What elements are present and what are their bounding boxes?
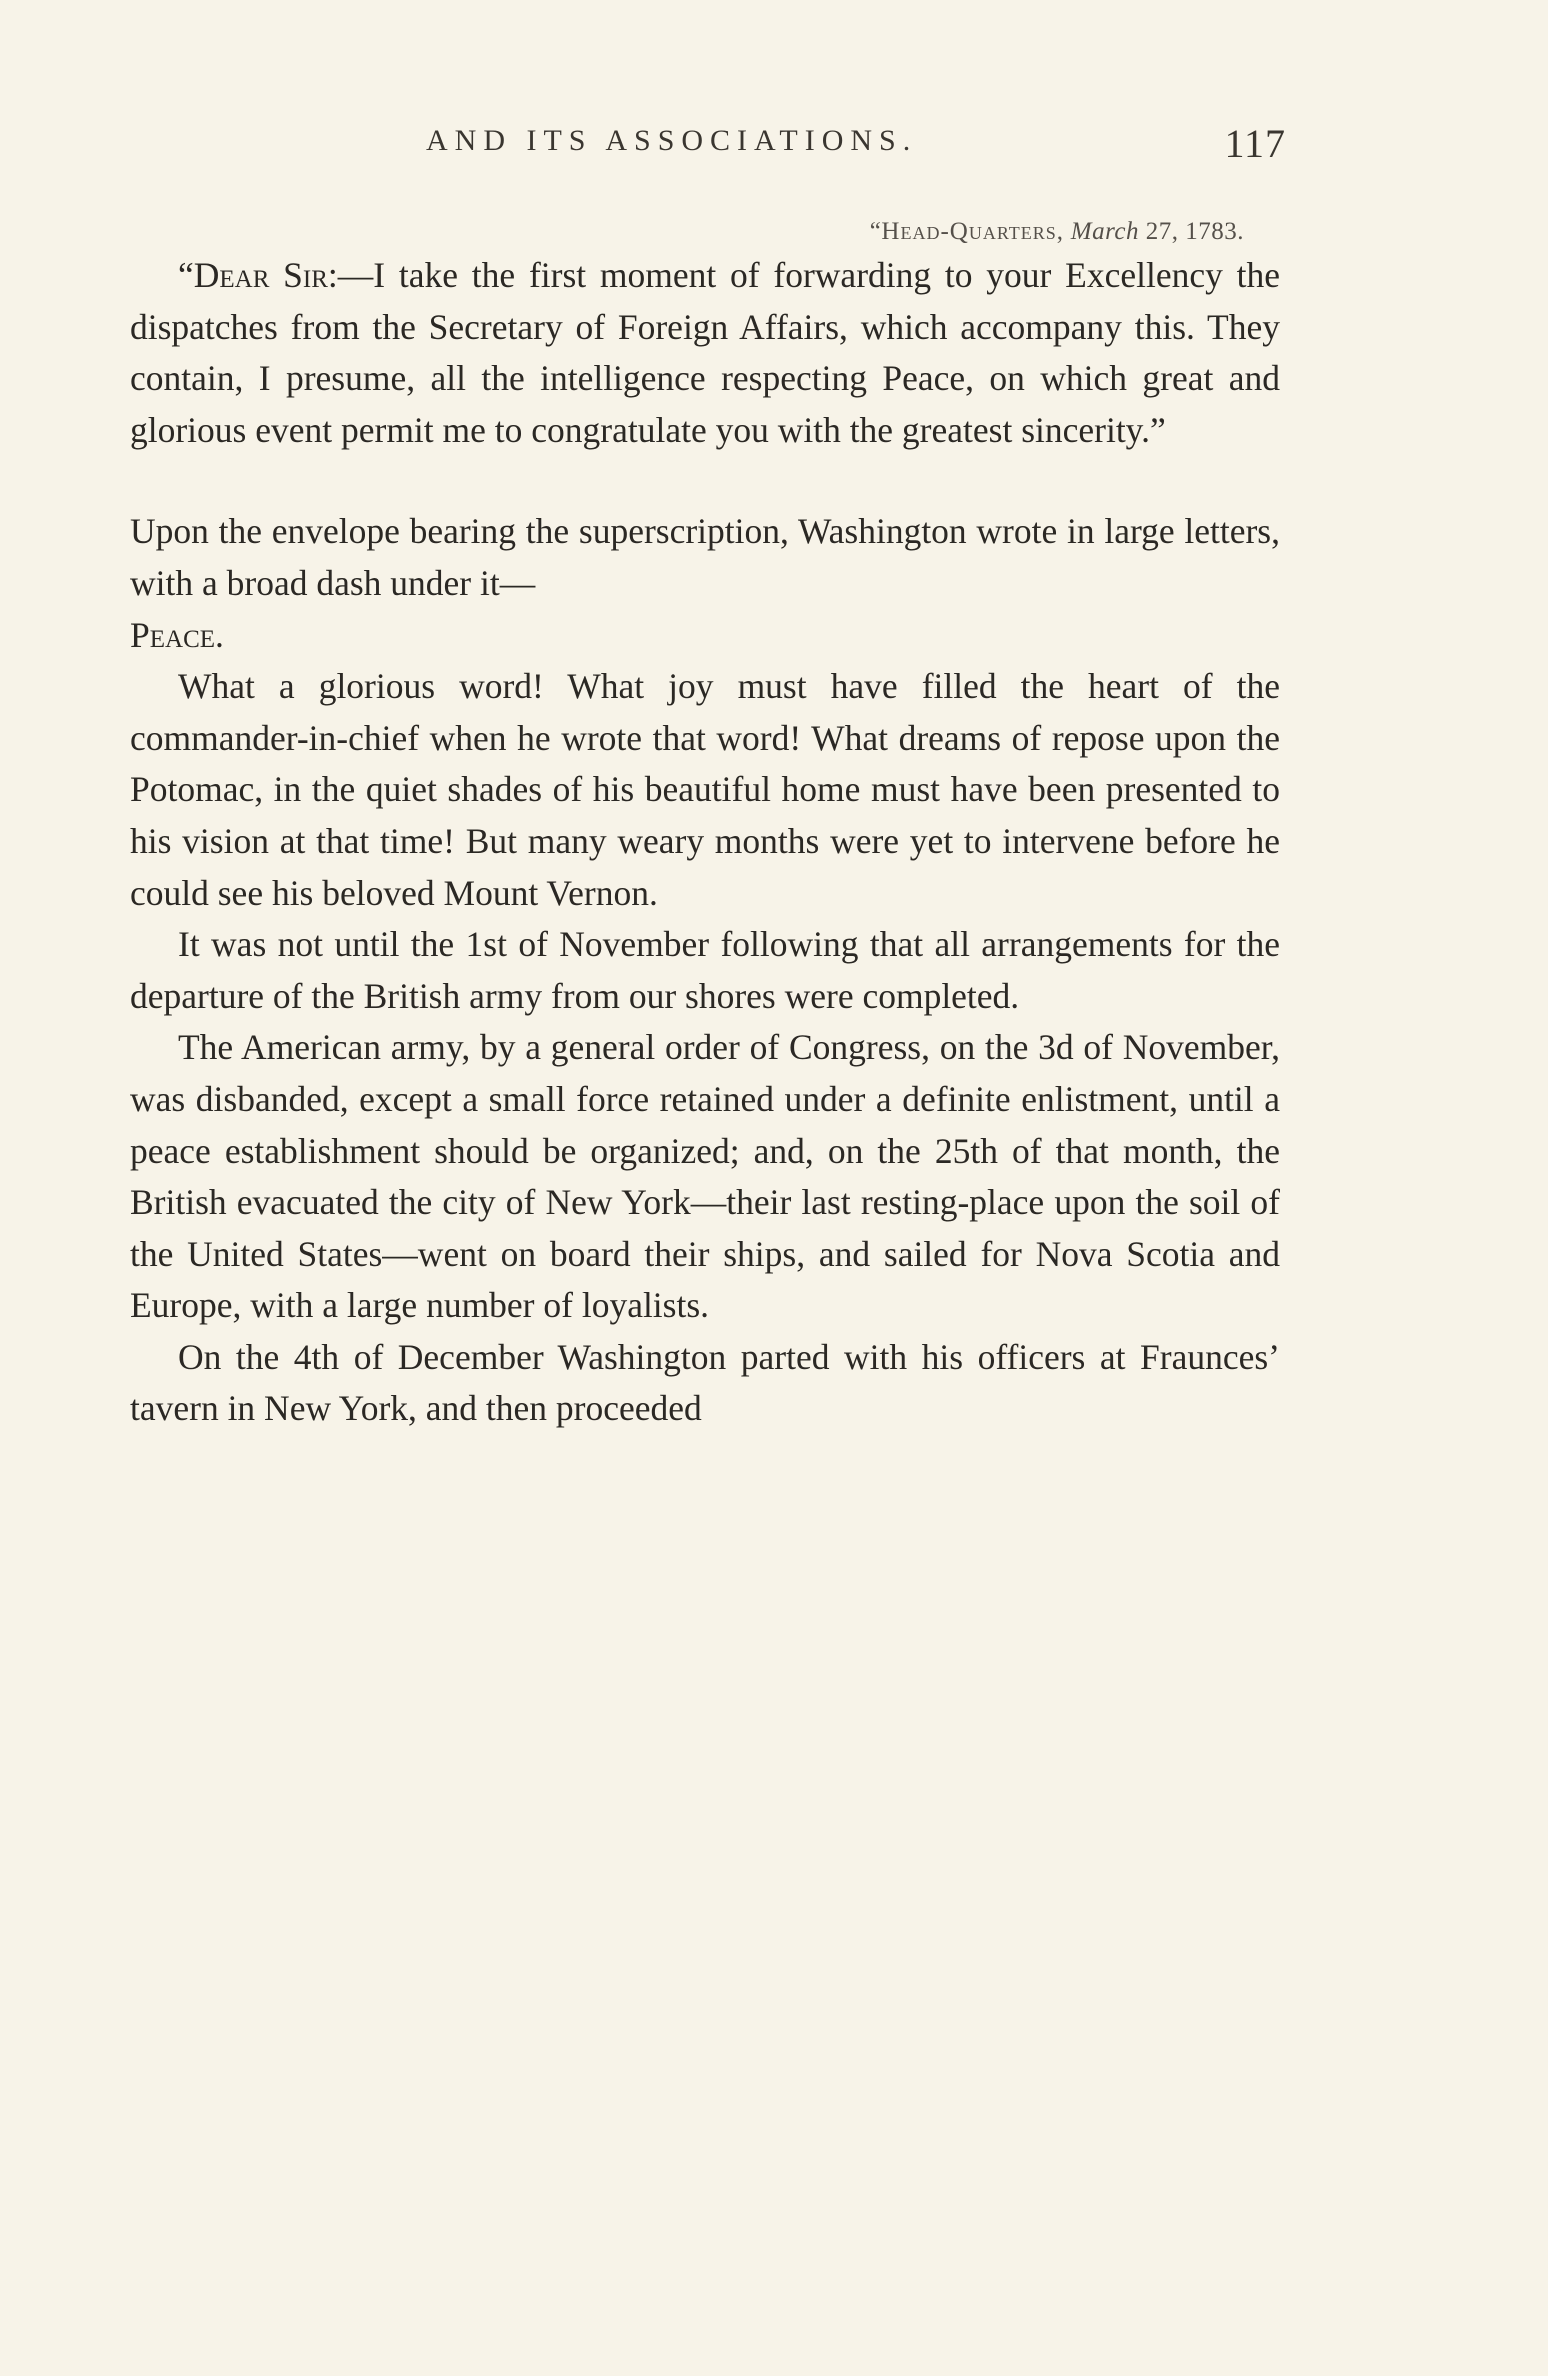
page-number: 117 bbox=[1224, 121, 1286, 166]
paragraph-glorious-word: What a glorious word! What joy must have filled the heart of the commander-in-chief when he wrote that word! What dreams of repose upon the Potomac, in the quiet shades of his beautiful home must have been presented to his vision at that time! But many weary months were yet to intervene before he could see his beloved Mount Vernon. bbox=[130, 666, 1280, 913]
peace-word: Peace. bbox=[130, 614, 224, 655]
paragraph-american-army: The American army, by a general order of Congress, on the 3d of November, was disbanded, except a small force retained under a definite enlistment, until a peace establishment should be organized; and, on the 25th of that month, the British evacuated the city of New York—their last resting-place upon the soil of the United States—went on board their ships, and sailed for Nova Scotia and Europe, with a large number of loyalists. bbox=[130, 1027, 1280, 1326]
letter-body: :—I take the first moment of forwarding to your Excellency the dispatches from the Secretary of Foreign Affairs, which accompany this. They contain, I presume, all the intelligence respecting Peace, on which great and glorious event permit me to congratulate you with the greatest sincerity.” bbox=[130, 255, 1280, 450]
body-text bbox=[130, 250, 1280, 1435]
dateline-day-year: 27, 1783. bbox=[1145, 218, 1244, 245]
dateline-open-quote: “ bbox=[869, 218, 882, 245]
paragraph-november: It was not until the 1st of November following that all arrangements for the departure of the British army from our shores were completed. bbox=[130, 924, 1280, 1016]
running-head bbox=[426, 121, 1286, 174]
letter-body-paragraph bbox=[130, 250, 1280, 456]
paragraph-december: On the 4th of December Washington parted with his officers at Fraunces’ tavern in New York, and then proceeded bbox=[130, 1336, 1280, 1429]
letter-dateline bbox=[870, 218, 1244, 246]
dateline-place: Head-Quarters, bbox=[881, 218, 1065, 245]
letter-salutation: “Dear Sir bbox=[178, 255, 328, 295]
dateline-month: March bbox=[1070, 218, 1139, 245]
running-title: AND ITS ASSOCIATIONS. bbox=[426, 124, 918, 157]
paragraph-envelope bbox=[130, 506, 1280, 661]
paragraph-envelope-text: Upon the envelope bearing the superscription, Washington wrote in large letters, with a broad dash under it— bbox=[130, 511, 1280, 603]
